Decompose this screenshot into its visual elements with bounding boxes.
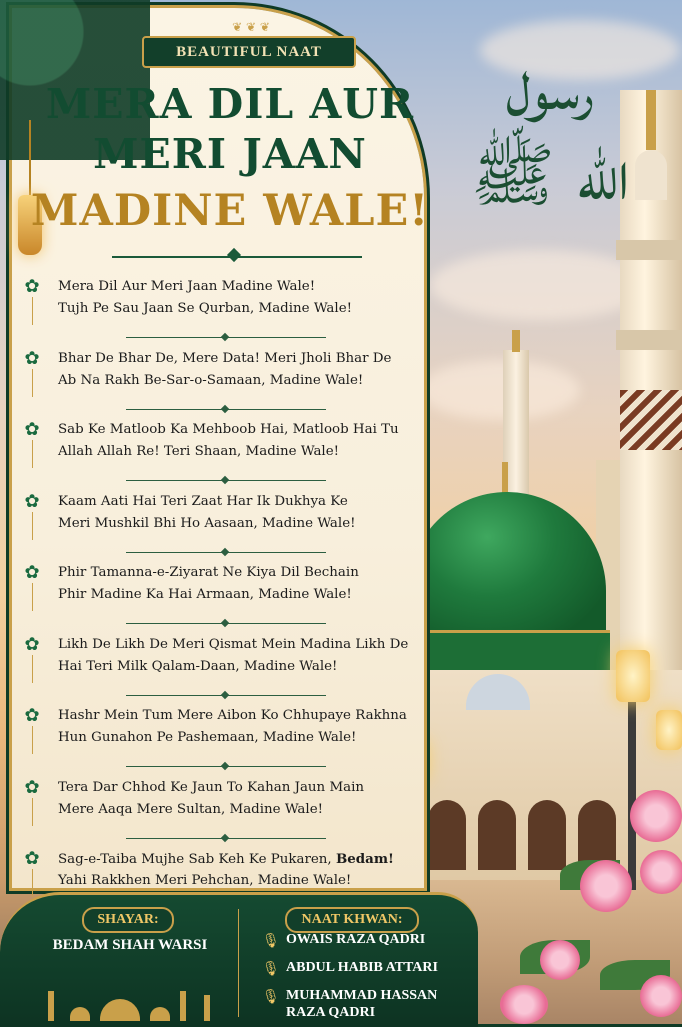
top-ornament: ❦ ❦ ❦	[232, 20, 270, 34]
verse-item	[22, 705, 407, 778]
shayar-label: SHAYAR:	[82, 907, 174, 933]
verse-item	[22, 349, 402, 421]
verse-line-1	[58, 851, 394, 867]
flower-bullet-icon: ✿	[24, 633, 40, 655]
flower-bullet-icon: ✿	[24, 276, 40, 297]
naat-khwan-label: NAAT KHWAN:	[285, 907, 419, 933]
verse-item	[22, 778, 402, 850]
arabic-calligraphy: رسول الله ﷺ	[470, 44, 630, 216]
flower-bullet-icon: ✿	[24, 490, 40, 512]
title-line-3: MADINE WALE!	[30, 186, 430, 236]
verse-item	[22, 277, 402, 349]
verse-line-2: Hai Teri Milk Qalam-Daan, Madine Wale!	[58, 658, 338, 674]
verse-line-2: Meri Mushkil Bhi Ho Aasaan, Madine Wale!	[58, 515, 356, 531]
naat-khwan-name: MUHAMMAD HASSAN RAZA QADRI	[286, 988, 438, 1020]
verse-line-2: Ab Na Rakh Be-Sar-o-Samaan, Madine Wale!	[58, 372, 364, 388]
credits-panel	[0, 892, 478, 1027]
verse-line-2: Allah Allah Re! Teri Shaan, Madine Wale!	[58, 444, 340, 459]
microphone-icon: 🎙	[262, 933, 280, 949]
arch	[428, 800, 466, 870]
lamp-post	[628, 700, 636, 890]
verse-line-1: Bhar De Bhar De, Mere Data! Meri Jholi Bhar De	[58, 350, 392, 366]
verse-line-1: Mera Dil Aur Meri Jaan Madine Wale!	[58, 279, 316, 294]
lamp	[656, 710, 682, 750]
title-divider	[112, 252, 362, 260]
credits-divider	[238, 909, 239, 1017]
verse-item	[22, 633, 409, 707]
microphone-icon: 🎙	[262, 989, 280, 1005]
naat-khwan-list	[262, 931, 462, 1023]
naat-khwan-item	[262, 987, 462, 1023]
mosque-skyline-icon	[40, 991, 220, 1021]
arch	[478, 800, 516, 870]
naat-khwan-item	[262, 959, 462, 987]
naat-khwan-name: ABDUL HABIB ATTARI	[286, 960, 438, 975]
flower-bullet-icon: ✿	[24, 776, 40, 798]
flower-bullet-icon: ✿	[24, 419, 40, 440]
verse-line-1-bold: Bedam!	[335, 851, 394, 867]
flower-bullet-icon: ✿	[24, 705, 40, 726]
verse-line-2: Mere Aaqa Mere Sultan, Madine Wale!	[58, 801, 324, 817]
naat-khwan-item	[262, 931, 462, 959]
verse-line-1: Likh De Likh De Meri Qismat Mein Madina Likh De	[58, 636, 409, 652]
verse-line-1: Tera Dar Chhod Ke Jaun To Kahan Jaun Main	[58, 779, 365, 795]
verse-list	[22, 276, 409, 921]
dome-drum	[404, 630, 610, 673]
flower-bullet-icon: ✿	[24, 347, 40, 369]
verse-line-2: Tujh Pe Sau Jaan Se Qurban, Madine Wale!	[58, 301, 353, 316]
verse-item	[22, 420, 402, 492]
dome-finial	[502, 462, 508, 496]
microphone-icon: 🎙	[262, 961, 280, 977]
verse-line-1: Kaam Aati Hai Teri Zaat Har Ik Dukhya Ke	[58, 493, 348, 509]
title-line-1: MERA DIL AUR	[45, 80, 415, 128]
verse-line-1: Phir Tamanna-e-Ziyarat Ne Kiya Dil Bechain	[58, 565, 359, 580]
flower-bullet-icon: ✿	[24, 848, 40, 869]
verse-line-1-text: Sag-e-Taiba Mujhe Sab Keh Ke Pukaren,	[58, 852, 336, 867]
flower-bullet-icon: ✿	[24, 562, 40, 583]
verse-line-2: Phir Madine Ka Hai Armaan, Madine Wale!	[58, 587, 352, 602]
verse-item	[22, 492, 402, 564]
lamp	[616, 650, 650, 702]
verse-line-2: Hun Gunahon Pe Pashemaan, Madine Wale!	[58, 730, 357, 745]
verse-line-1: Sab Ke Matloob Ka Mehboob Hai, Matloob Hai Tu	[58, 422, 399, 437]
badge-label: BEAUTIFUL NAAT	[142, 36, 356, 68]
verse-item	[22, 563, 402, 635]
naat-khwan-name: OWAIS RAZA QADRI	[286, 932, 426, 947]
verse-line-2: Yahi Rakkhen Meri Pehchan, Madine Wale!	[58, 873, 352, 888]
arch	[528, 800, 566, 870]
verse-line-1: Hashr Mein Tum Mere Aibon Ko Chhupaye Rakhna	[58, 708, 407, 723]
title-line-2: MERI JAAN	[93, 130, 367, 178]
shayar-name: BEDAM SHAH WARSI	[52, 937, 208, 953]
